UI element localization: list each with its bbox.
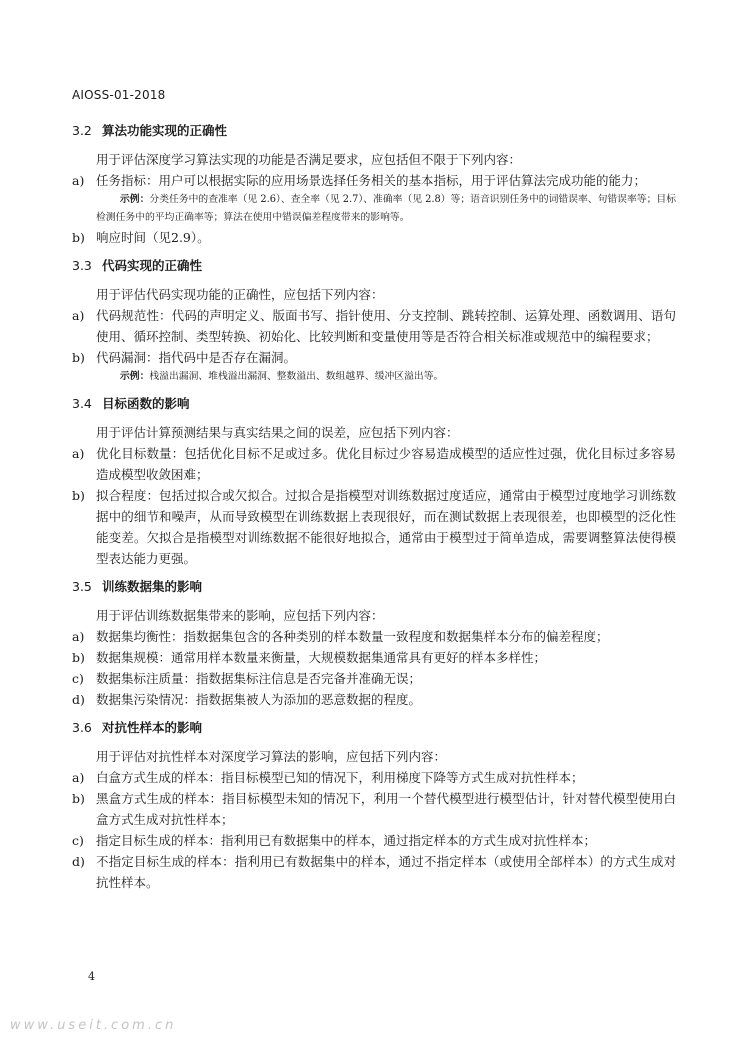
example-text: 栈溢出漏洞、堆栈溢出漏洞、整数溢出、数组越界、缓冲区溢出等。	[149, 371, 444, 382]
list-item	[72, 170, 676, 191]
section-title: 对抗性样本的影响	[102, 720, 203, 735]
document-code: AIOSS-01-2018	[72, 88, 166, 102]
item-label: b)	[72, 350, 85, 365]
list-item	[72, 668, 676, 689]
item-text: 指定目标生成的样本：指利用已有数据集中的样本，通过指定样本的方式生成对抗性样本；	[96, 833, 597, 848]
section-number: 3.3	[72, 258, 92, 273]
example-text: 分类任务中的查准率（见 2.6）、查全率（见 2.7）、准确率（见 2.8）等；语音识别任务中的词错误率、句错误率等；目标检测任务中的平均正确率等；算法在使用中错误偏差程度带来的影响等。	[96, 194, 676, 223]
section-intro: 用于评估深度学习算法实现的功能是否满足要求，应包括但不限于下列内容：	[96, 152, 522, 167]
section-number: 3.6	[72, 720, 92, 735]
section-intro: 用于评估对抗性样本对深度学习算法的影响，应包括下列内容：	[96, 749, 447, 764]
page-number: 4	[88, 970, 95, 983]
example-note	[72, 191, 676, 227]
section-intro: 用于评估代码实现功能的正确性，应包括下列内容：	[96, 287, 384, 302]
list-item	[72, 851, 676, 893]
item-text: 数据集规模：通常用样本数量来衡量，大规模数据集通常具有更好的样本多样性；	[96, 650, 547, 665]
item-label: b)	[72, 791, 85, 806]
section-3-3	[72, 257, 676, 386]
item-label: b)	[72, 230, 85, 245]
item-label: a)	[72, 308, 85, 323]
item-label: b)	[72, 650, 85, 665]
section-heading	[72, 257, 676, 275]
example-label: 示例：	[120, 194, 150, 205]
item-text: 数据集标注质量：指数据集标注信息是否完备并准确无误；	[96, 671, 422, 686]
item-text: 白盒方式生成的样本：指目标模型已知的情况下，利用梯度下降等方式生成对抗性样本；	[96, 770, 584, 785]
section-number: 3.2	[72, 123, 92, 138]
section-title: 训练数据集的影响	[102, 579, 203, 594]
item-text: 黑盒方式生成的样本：指目标模型未知的情况下，利用一个替代模型进行模型估计，针对替代模型使用白盒方式生成对抗性样本；	[96, 791, 676, 827]
section-title: 代码实现的正确性	[102, 258, 203, 273]
watermark: www.useit.com.cn	[10, 1018, 177, 1033]
section-3-6	[72, 719, 676, 893]
section-heading	[72, 122, 676, 140]
item-label: c)	[72, 833, 84, 848]
section-intro: 用于评估计算预测结果与真实结果之间的误差，应包括下列内容：	[96, 425, 459, 440]
section-number: 3.4	[72, 396, 92, 411]
item-text: 优化目标数量：包括优化目标不足或过多。优化目标过少容易造成模型的适应性过强，优化目标过多容易造成模型收敛困难；	[96, 446, 676, 482]
example-note	[72, 368, 676, 386]
item-text: 代码规范性：代码的声明定义、版面书写、指针使用、分支控制、跳转控制、运算处理、函数调用、语句使用、循环控制、类型转换、初始化、比较判断和变量使用等是否符合相关标准或规范中的编程要求；	[96, 308, 676, 344]
list-item	[72, 443, 676, 485]
item-label: a)	[72, 446, 85, 461]
list-item	[72, 788, 676, 830]
section-title: 目标函数的影响	[102, 396, 190, 411]
item-text: 拟合程度：包括过拟合或欠拟合。过拟合是指模型对训练数据过度适应，通常由于模型过度地学习训练数据中的细节和噪声，从而导致模型在训练数据上表现很好，而在测试数据上表现很差，也即模型的泛化性能变差。欠拟合是指模型对训练数据不能很好地拟合，通常由于模型过于简单造成，需要调整算法使得模型表达能力更强。	[96, 488, 676, 566]
item-label: b)	[72, 488, 85, 503]
list-item	[72, 767, 676, 788]
section-heading	[72, 578, 676, 596]
item-text: 任务指标：用户可以根据实际的应用场景选择任务相关的基本指标，用于评估算法完成功能的能力；	[96, 173, 647, 188]
item-label: c)	[72, 671, 84, 686]
list-item	[72, 626, 676, 647]
list-item	[72, 305, 676, 347]
section-3-2	[72, 122, 676, 248]
item-text: 数据集均衡性：指数据集包含的各种类别的样本数量一致程度和数据集样本分布的偏差程度；	[96, 629, 609, 644]
item-label: d)	[72, 692, 85, 707]
section-3-5	[72, 578, 676, 710]
item-label: a)	[72, 173, 85, 188]
section-title: 算法功能实现的正确性	[102, 123, 228, 138]
list-item	[72, 689, 676, 710]
item-label: d)	[72, 854, 85, 869]
content-body	[72, 116, 676, 902]
section-intro: 用于评估训练数据集带来的影响，应包括下列内容：	[96, 608, 384, 623]
list-item	[72, 347, 676, 368]
item-text: 不指定目标生成的样本：指利用已有数据集中的样本，通过不指定样本（或使用全部样本）的方式生成对抗性样本。	[96, 854, 676, 890]
section-heading	[72, 719, 676, 737]
item-label: a)	[72, 770, 85, 785]
list-item	[72, 647, 676, 668]
item-label: a)	[72, 629, 85, 644]
section-3-4	[72, 395, 676, 569]
list-item	[72, 830, 676, 851]
section-number: 3.5	[72, 579, 92, 594]
item-text: 数据集污染情况：指数据集被人为添加的恶意数据的程度。	[96, 692, 422, 707]
list-item	[72, 485, 676, 569]
item-text: 代码漏洞：指代码中是否存在漏洞。	[96, 350, 297, 365]
list-item	[72, 227, 676, 248]
example-label: 示例：	[120, 371, 150, 382]
section-heading	[72, 395, 676, 413]
item-text: 响应时间（见2.9）。	[96, 230, 210, 245]
